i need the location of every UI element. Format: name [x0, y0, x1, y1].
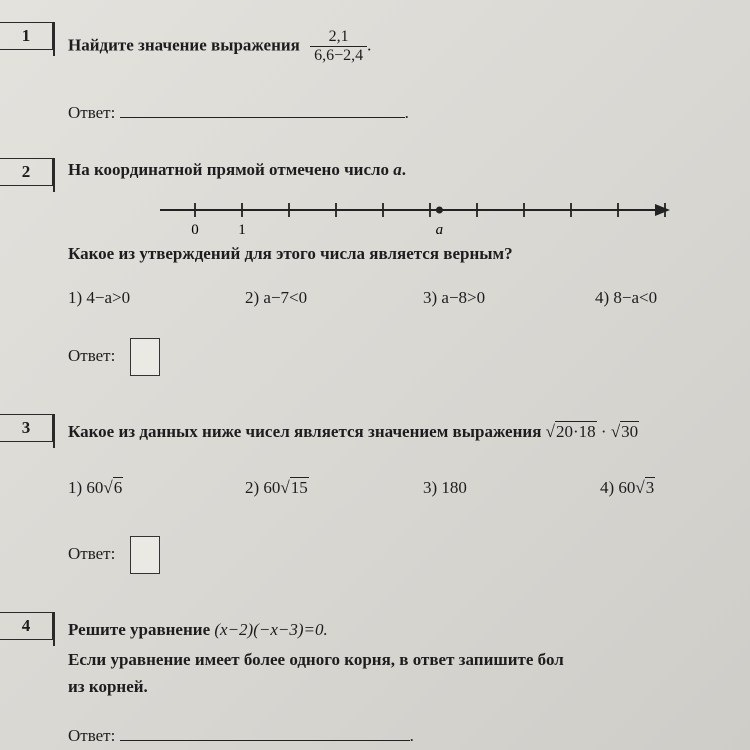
question-2-variable: a — [393, 160, 402, 179]
question-1-prompt: Найдите значение выражения — [68, 35, 300, 55]
option-2-4[interactable]: 4) 8−a<0 — [595, 288, 658, 307]
question-4-equation: (x−2)(−x−3)=0. — [214, 620, 328, 639]
option-2-2[interactable]: 2) a−7<0 — [245, 288, 308, 307]
question-2-text — [68, 160, 406, 180]
question-1-fraction — [310, 28, 367, 65]
answer-end-4: . — [409, 726, 414, 745]
question-2-period: . — [401, 160, 407, 179]
number-line-arrow — [655, 204, 670, 216]
question-1-period: . — [367, 35, 372, 55]
fraction-denominator: 6,6−2,4 — [310, 46, 367, 65]
sqrt-expression-2: √30 — [610, 422, 639, 441]
answer-label-3: Ответ: — [68, 543, 116, 563]
tick-label-1: 1 — [238, 222, 246, 238]
answer-field-4[interactable] — [120, 726, 410, 741]
option-2-3[interactable]: 3) a−8>0 — [423, 288, 486, 307]
number-line — [160, 198, 680, 238]
option-2-1[interactable]: 1) 4−a>0 — [68, 288, 131, 307]
fraction-numerator: 2,1 — [328, 28, 349, 45]
answer-end-1: . — [404, 103, 409, 122]
question-2-prompt: На координатной прямой отмечено число — [68, 160, 390, 179]
question-4-text — [68, 620, 328, 640]
sqrt-expression-1: √20·18 — [545, 422, 596, 441]
multiply-dot: · — [600, 422, 607, 441]
answer-row-3 — [68, 536, 160, 574]
answer-label-2: Ответ: — [68, 345, 116, 365]
point-label-a: a — [435, 222, 444, 238]
question-number-3: 3 — [0, 414, 53, 442]
question-number-4: 4 — [0, 612, 53, 640]
answer-label-1: Ответ: — [68, 103, 116, 122]
question-divider-3 — [53, 414, 55, 448]
question-3-prompt: Какое из данных ниже чисел является значением выражения — [68, 422, 542, 441]
question-number-1: 1 — [0, 22, 53, 50]
question-1-text — [68, 28, 371, 65]
question-2-question: Какое из утверждений для этого числа является верным? — [68, 244, 513, 263]
question-4-line3: из корней. — [68, 677, 148, 696]
question-number-2: 2 — [0, 158, 53, 186]
option-3-3[interactable]: 3) 180 — [423, 478, 467, 497]
answer-label-4: Ответ: — [68, 726, 116, 745]
option-3-1[interactable]: 1) 60√6 — [68, 478, 123, 497]
question-4-line2: Если уравнение имеет более одного корня, в ответ запишите бол — [68, 650, 564, 669]
question-3-text — [68, 422, 639, 442]
answer-field-1[interactable] — [120, 103, 405, 118]
answer-row-4 — [68, 726, 414, 746]
question-divider-4 — [53, 612, 55, 646]
answer-row-1 — [68, 103, 409, 123]
option-3-4[interactable]: 4) 60√3 — [600, 478, 655, 497]
question-4-prompt: Решите уравнение — [68, 620, 211, 639]
answer-box-3[interactable] — [130, 536, 160, 574]
option-3-2[interactable]: 2) 60√15 — [245, 478, 308, 497]
tick-label-0: 0 — [191, 222, 199, 238]
number-line-point — [436, 207, 443, 214]
answer-row-2 — [68, 338, 160, 376]
question-divider-1 — [53, 22, 55, 56]
question-divider-2 — [53, 158, 55, 192]
answer-box-2[interactable] — [130, 338, 160, 376]
